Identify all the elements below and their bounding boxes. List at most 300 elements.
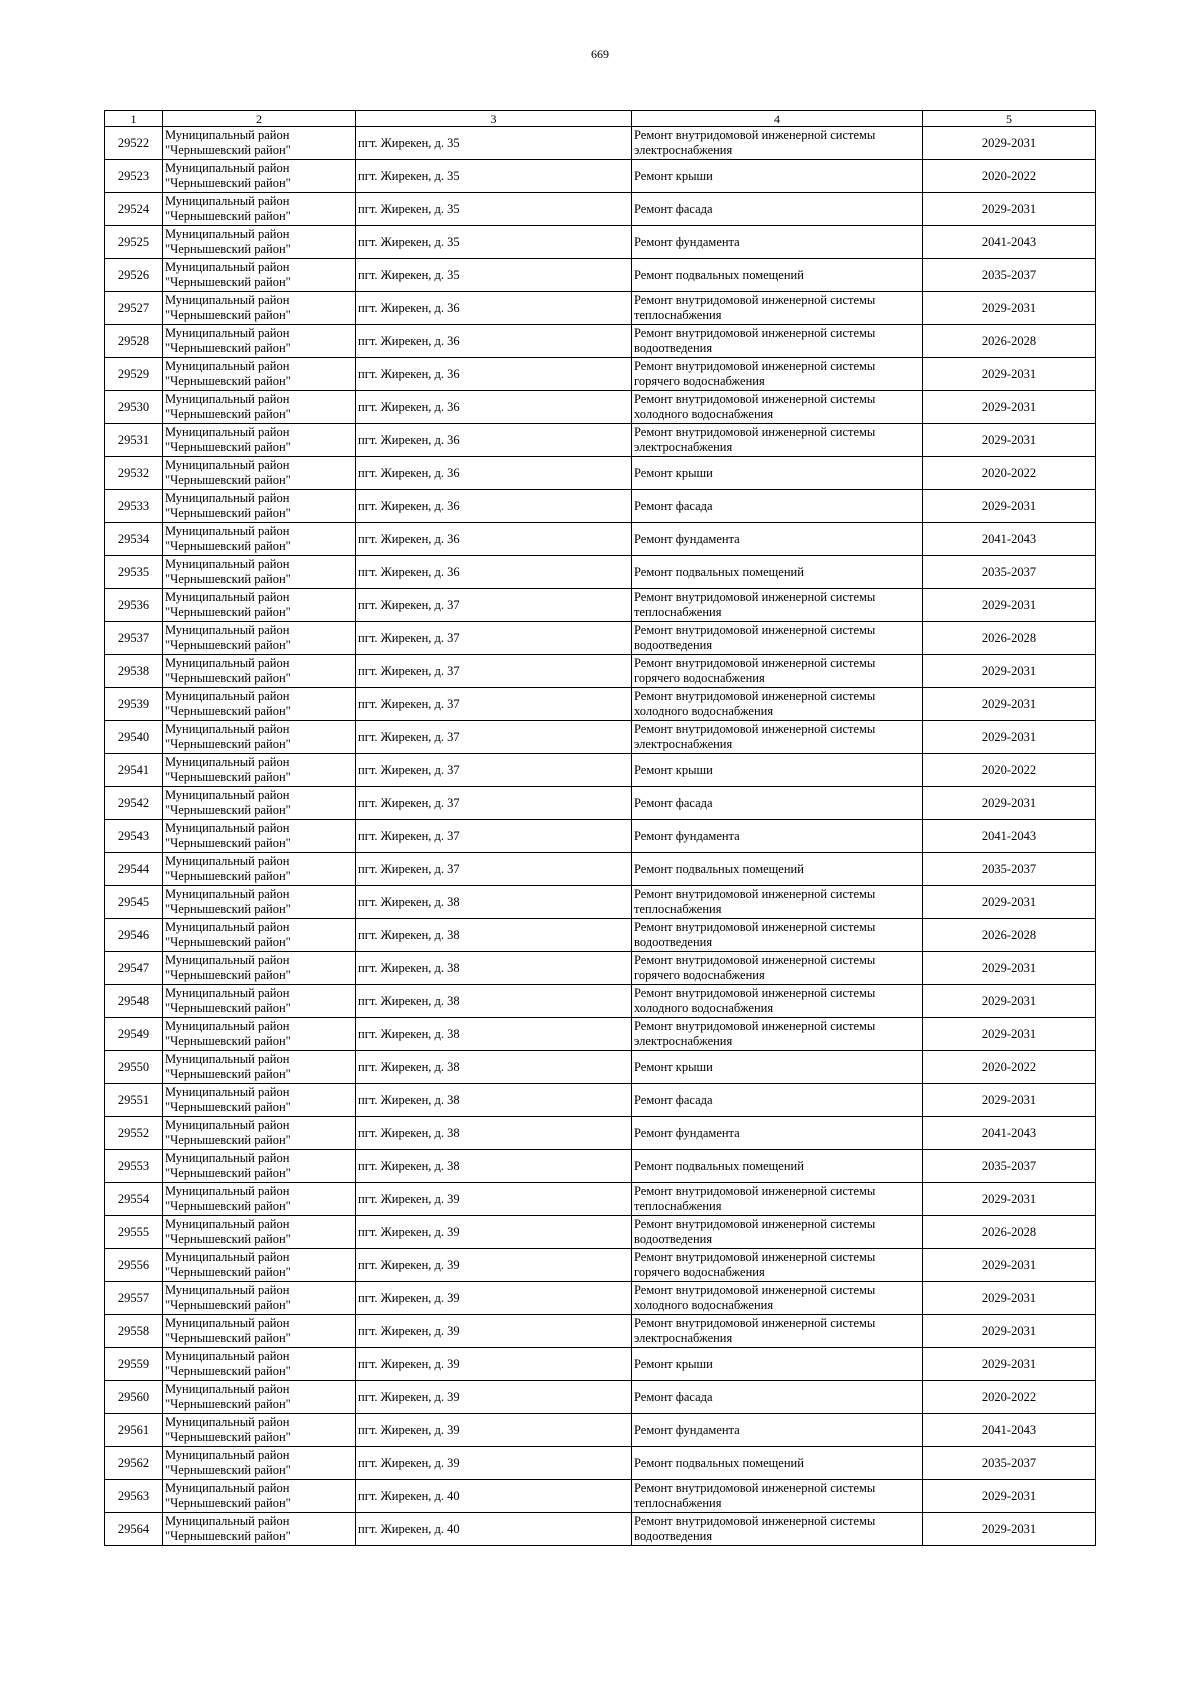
district-line: Муниципальный район (165, 491, 290, 505)
district-line: "Чернышевский район" (165, 1298, 291, 1312)
district-line: Муниципальный район (165, 128, 290, 142)
district-line: Муниципальный район (165, 458, 290, 472)
row-number-cell: 29560 (105, 1381, 163, 1414)
address-cell: пгт. Жирекен, д. 39 (356, 1249, 632, 1282)
district-line: "Чернышевский район" (165, 1100, 291, 1114)
work-type-line: Ремонт внутридомовой инженерной системы (634, 722, 876, 736)
district-cell (163, 1150, 356, 1183)
period-cell: 2029-2031 (923, 688, 1096, 721)
row-number-cell: 29542 (105, 787, 163, 820)
district-cell (163, 622, 356, 655)
district-line: "Чернышевский район" (165, 1463, 291, 1477)
work-type-line: электроснабжения (634, 143, 733, 157)
row-number-cell: 29522 (105, 127, 163, 160)
district-line: Муниципальный район (165, 590, 290, 604)
work-type-line: Ремонт фундамента (634, 234, 740, 249)
address-cell: пгт. Жирекен, д. 36 (356, 424, 632, 457)
work-type-cell (632, 1183, 923, 1216)
district-cell (163, 1414, 356, 1447)
district-line: "Чернышевский район" (165, 1133, 291, 1147)
district-cell (163, 424, 356, 457)
work-type-line: Ремонт крыши (634, 762, 713, 777)
work-type-cell (632, 424, 923, 457)
column-header: 1 (105, 111, 163, 127)
district-cell (163, 1018, 356, 1051)
table-row (105, 1150, 1096, 1183)
district-line: Муниципальный район (165, 920, 290, 934)
table-row (105, 985, 1096, 1018)
district-line: "Чернышевский район" (165, 407, 291, 421)
district-line: Муниципальный район (165, 1052, 290, 1066)
table-row (105, 226, 1096, 259)
address-cell: пгт. Жирекен, д. 38 (356, 886, 632, 919)
work-type-line: водоотведения (634, 341, 713, 355)
district-line: "Чернышевский район" (165, 242, 291, 256)
district-cell (163, 325, 356, 358)
district-line: Муниципальный район (165, 887, 290, 901)
district-cell (163, 787, 356, 820)
district-cell (163, 490, 356, 523)
row-number-cell: 29532 (105, 457, 163, 490)
address-cell: пгт. Жирекен, д. 38 (356, 952, 632, 985)
district-line: "Чернышевский район" (165, 209, 291, 223)
district-cell (163, 589, 356, 622)
row-number-cell: 29552 (105, 1117, 163, 1150)
row-number-cell: 29562 (105, 1447, 163, 1480)
address-cell: пгт. Жирекен, д. 38 (356, 919, 632, 952)
district-line: "Чернышевский район" (165, 1496, 291, 1510)
work-type-line: теплоснабжения (634, 605, 722, 619)
district-line: Муниципальный район (165, 1514, 290, 1528)
address-cell: пгт. Жирекен, д. 39 (356, 1183, 632, 1216)
district-cell (163, 226, 356, 259)
row-number-cell: 29548 (105, 985, 163, 1018)
work-type-cell (632, 1513, 923, 1546)
work-type-cell (632, 688, 923, 721)
work-type-line: Ремонт фундамента (634, 1125, 740, 1140)
district-line: Муниципальный район (165, 623, 290, 637)
address-cell: пгт. Жирекен, д. 37 (356, 688, 632, 721)
table-row (105, 1315, 1096, 1348)
row-number-cell: 29524 (105, 193, 163, 226)
work-type-cell (632, 325, 923, 358)
work-type-line: Ремонт фасада (634, 795, 713, 810)
work-type-line: Ремонт внутридомовой инженерной системы (634, 623, 876, 637)
district-cell (163, 1315, 356, 1348)
work-type-line: горячего водоснабжения (634, 374, 765, 388)
district-cell (163, 523, 356, 556)
district-line: "Чернышевский район" (165, 506, 291, 520)
district-line: Муниципальный район (165, 1316, 290, 1330)
row-number-cell: 29555 (105, 1216, 163, 1249)
work-type-line: горячего водоснабжения (634, 1265, 765, 1279)
work-type-line: Ремонт внутридомовой инженерной системы (634, 590, 876, 604)
column-number-header-row (105, 111, 1096, 127)
work-type-line: Ремонт внутридомовой инженерной системы (634, 293, 876, 307)
district-line: Муниципальный район (165, 326, 290, 340)
row-number-cell: 29551 (105, 1084, 163, 1117)
work-type-cell (632, 1315, 923, 1348)
work-type-cell (632, 1249, 923, 1282)
work-type-line: Ремонт внутридомовой инженерной системы (634, 689, 876, 703)
row-number-cell: 29534 (105, 523, 163, 556)
work-type-cell (632, 919, 923, 952)
district-line: Муниципальный район (165, 722, 290, 736)
district-cell (163, 1480, 356, 1513)
district-line: "Чернышевский район" (165, 869, 291, 883)
district-cell (163, 721, 356, 754)
district-line: Муниципальный район (165, 425, 290, 439)
work-type-line: Ремонт подвальных помещений (634, 1158, 804, 1173)
address-cell: пгт. Жирекен, д. 39 (356, 1315, 632, 1348)
address-cell: пгт. Жирекен, д. 35 (356, 127, 632, 160)
column-header: 3 (356, 111, 632, 127)
address-cell: пгт. Жирекен, д. 37 (356, 754, 632, 787)
period-cell: 2029-2031 (923, 1480, 1096, 1513)
row-number-cell: 29553 (105, 1150, 163, 1183)
district-cell (163, 1216, 356, 1249)
address-cell: пгт. Жирекен, д. 36 (356, 391, 632, 424)
work-type-line: Ремонт фундамента (634, 828, 740, 843)
work-type-line: электроснабжения (634, 440, 733, 454)
address-cell: пгт. Жирекен, д. 37 (356, 589, 632, 622)
district-line: Муниципальный район (165, 755, 290, 769)
address-cell: пгт. Жирекен, д. 39 (356, 1381, 632, 1414)
period-cell: 2029-2031 (923, 985, 1096, 1018)
district-line: "Чернышевский район" (165, 308, 291, 322)
row-number-cell: 29526 (105, 259, 163, 292)
repair-schedule-table (104, 110, 1096, 1546)
row-number-cell: 29558 (105, 1315, 163, 1348)
column-header: 2 (163, 111, 356, 127)
work-type-line: Ремонт фасада (634, 498, 713, 513)
table-row (105, 1480, 1096, 1513)
work-type-line: горячего водоснабжения (634, 671, 765, 685)
district-line: "Чернышевский район" (165, 968, 291, 982)
row-number-cell: 29564 (105, 1513, 163, 1546)
period-cell: 2026-2028 (923, 325, 1096, 358)
row-number-cell: 29539 (105, 688, 163, 721)
work-type-line: Ремонт внутридомовой инженерной системы (634, 920, 876, 934)
table-row (105, 820, 1096, 853)
work-type-line: Ремонт внутридомовой инженерной системы (634, 1250, 876, 1264)
row-number-cell: 29541 (105, 754, 163, 787)
district-line: Муниципальный район (165, 194, 290, 208)
address-cell: пгт. Жирекен, д. 37 (356, 655, 632, 688)
district-line: Муниципальный район (165, 1415, 290, 1429)
row-number-cell: 29544 (105, 853, 163, 886)
work-type-cell (632, 160, 923, 193)
period-cell: 2029-2031 (923, 1018, 1096, 1051)
period-cell: 2020-2022 (923, 1381, 1096, 1414)
row-number-cell: 29527 (105, 292, 163, 325)
table-row (105, 721, 1096, 754)
district-line: "Чернышевский район" (165, 1265, 291, 1279)
district-line: Муниципальный район (165, 689, 290, 703)
work-type-line: Ремонт внутридомовой инженерной системы (634, 425, 876, 439)
work-type-line: Ремонт внутридомовой инженерной системы (634, 128, 876, 142)
table-row (105, 1018, 1096, 1051)
work-type-cell (632, 589, 923, 622)
district-line: Муниципальный район (165, 1118, 290, 1132)
district-line: "Чернышевский район" (165, 1001, 291, 1015)
district-line: Муниципальный район (165, 788, 290, 802)
work-type-line: теплоснабжения (634, 902, 722, 916)
address-cell: пгт. Жирекен, д. 39 (356, 1282, 632, 1315)
row-number-cell: 29537 (105, 622, 163, 655)
period-cell: 2029-2031 (923, 1282, 1096, 1315)
work-type-cell (632, 820, 923, 853)
address-cell: пгт. Жирекен, д. 36 (356, 523, 632, 556)
row-number-cell: 29563 (105, 1480, 163, 1513)
period-cell: 2029-2031 (923, 1183, 1096, 1216)
work-type-line: Ремонт внутридомовой инженерной системы (634, 656, 876, 670)
table-row (105, 1183, 1096, 1216)
row-number-cell: 29530 (105, 391, 163, 424)
district-line: "Чернышевский район" (165, 1232, 291, 1246)
table-row (105, 688, 1096, 721)
work-type-line: водоотведения (634, 935, 713, 949)
district-line: "Чернышевский район" (165, 1166, 291, 1180)
table-body (105, 127, 1096, 1546)
period-cell: 2041-2043 (923, 1117, 1096, 1150)
work-type-cell (632, 226, 923, 259)
table-row (105, 1249, 1096, 1282)
district-line: Муниципальный район (165, 293, 290, 307)
period-cell: 2029-2031 (923, 358, 1096, 391)
district-line: "Чернышевский район" (165, 275, 291, 289)
period-cell: 2020-2022 (923, 160, 1096, 193)
row-number-cell: 29523 (105, 160, 163, 193)
work-type-cell (632, 853, 923, 886)
work-type-line: горячего водоснабжения (634, 968, 765, 982)
work-type-cell (632, 556, 923, 589)
work-type-line: водоотведения (634, 1232, 713, 1246)
district-line: Муниципальный район (165, 986, 290, 1000)
period-cell: 2029-2031 (923, 1249, 1096, 1282)
address-cell: пгт. Жирекен, д. 35 (356, 226, 632, 259)
address-cell: пгт. Жирекен, д. 38 (356, 985, 632, 1018)
table-row (105, 160, 1096, 193)
district-cell (163, 952, 356, 985)
period-cell: 2029-2031 (923, 391, 1096, 424)
row-number-cell: 29535 (105, 556, 163, 589)
district-line: Муниципальный район (165, 1283, 290, 1297)
work-type-cell (632, 1282, 923, 1315)
district-line: "Чернышевский район" (165, 704, 291, 718)
period-cell: 2029-2031 (923, 292, 1096, 325)
period-cell: 2029-2031 (923, 1348, 1096, 1381)
district-line: "Чернышевский район" (165, 1364, 291, 1378)
district-cell (163, 1447, 356, 1480)
district-line: "Чернышевский район" (165, 539, 291, 553)
work-type-line: холодного водоснабжения (634, 704, 774, 718)
district-line: "Чернышевский район" (165, 572, 291, 586)
work-type-cell (632, 1381, 923, 1414)
work-type-line: Ремонт внутридомовой инженерной системы (634, 359, 876, 373)
period-cell: 2029-2031 (923, 490, 1096, 523)
district-cell (163, 391, 356, 424)
table-row (105, 1381, 1096, 1414)
work-type-line: теплоснабжения (634, 1199, 722, 1213)
row-number-cell: 29538 (105, 655, 163, 688)
work-type-cell (632, 457, 923, 490)
address-cell: пгт. Жирекен, д. 38 (356, 1051, 632, 1084)
row-number-cell: 29547 (105, 952, 163, 985)
period-cell: 2026-2028 (923, 919, 1096, 952)
period-cell: 2035-2037 (923, 1447, 1096, 1480)
district-line: "Чернышевский район" (165, 770, 291, 784)
district-line: Муниципальный район (165, 1448, 290, 1462)
row-number-cell: 29525 (105, 226, 163, 259)
work-type-cell (632, 1051, 923, 1084)
district-cell (163, 259, 356, 292)
work-type-line: водоотведения (634, 638, 713, 652)
district-line: "Чернышевский район" (165, 341, 291, 355)
period-cell: 2020-2022 (923, 457, 1096, 490)
district-line: "Чернышевский район" (165, 1034, 291, 1048)
table-row (105, 292, 1096, 325)
address-cell: пгт. Жирекен, д. 37 (356, 622, 632, 655)
district-line: "Чернышевский район" (165, 440, 291, 454)
table-row (105, 1348, 1096, 1381)
work-type-line: Ремонт внутридомовой инженерной системы (634, 1283, 876, 1297)
address-cell: пгт. Жирекен, д. 35 (356, 193, 632, 226)
period-cell: 2035-2037 (923, 853, 1096, 886)
work-type-line: Ремонт подвальных помещений (634, 1455, 804, 1470)
table-row (105, 589, 1096, 622)
row-number-cell: 29561 (105, 1414, 163, 1447)
period-cell: 2035-2037 (923, 1150, 1096, 1183)
page-number: 669 (591, 47, 609, 61)
address-cell: пгт. Жирекен, д. 36 (356, 490, 632, 523)
period-cell: 2029-2031 (923, 1513, 1096, 1546)
district-line: "Чернышевский район" (165, 803, 291, 817)
district-cell (163, 853, 356, 886)
work-type-cell (632, 1150, 923, 1183)
address-cell: пгт. Жирекен, д. 40 (356, 1480, 632, 1513)
work-type-cell (632, 1480, 923, 1513)
table-row (105, 754, 1096, 787)
work-type-line: холодного водоснабжения (634, 1298, 774, 1312)
district-line: Муниципальный район (165, 524, 290, 538)
period-cell: 2029-2031 (923, 1084, 1096, 1117)
work-type-line: Ремонт внутридомовой инженерной системы (634, 986, 876, 1000)
district-cell (163, 1513, 356, 1546)
district-cell (163, 1249, 356, 1282)
table-row (105, 457, 1096, 490)
table-row (105, 1282, 1096, 1315)
district-cell (163, 457, 356, 490)
work-type-line: Ремонт внутридомовой инженерной системы (634, 1217, 876, 1231)
work-type-line: электроснабжения (634, 737, 733, 751)
district-line: Муниципальный район (165, 1382, 290, 1396)
address-cell: пгт. Жирекен, д. 38 (356, 1150, 632, 1183)
work-type-line: Ремонт внутридомовой инженерной системы (634, 887, 876, 901)
work-type-line: Ремонт внутридомовой инженерной системы (634, 1184, 876, 1198)
work-type-line: Ремонт внутридомовой инженерной системы (634, 1019, 876, 1033)
work-type-cell (632, 490, 923, 523)
district-line: "Чернышевский район" (165, 638, 291, 652)
row-number-cell: 29533 (105, 490, 163, 523)
work-type-cell (632, 1084, 923, 1117)
district-cell (163, 358, 356, 391)
work-type-line: холодного водоснабжения (634, 407, 774, 421)
row-number-cell: 29531 (105, 424, 163, 457)
table-row (105, 1117, 1096, 1150)
row-number-cell: 29545 (105, 886, 163, 919)
period-cell: 2026-2028 (923, 1216, 1096, 1249)
district-line: Муниципальный район (165, 1349, 290, 1363)
district-line: "Чернышевский район" (165, 935, 291, 949)
work-type-cell (632, 523, 923, 556)
work-type-cell (632, 259, 923, 292)
period-cell: 2041-2043 (923, 523, 1096, 556)
work-type-cell (632, 358, 923, 391)
address-cell: пгт. Жирекен, д. 39 (356, 1216, 632, 1249)
row-number-cell: 29549 (105, 1018, 163, 1051)
row-number-cell: 29536 (105, 589, 163, 622)
district-line: "Чернышевский район" (165, 605, 291, 619)
work-type-cell (632, 1348, 923, 1381)
work-type-line: Ремонт подвальных помещений (634, 267, 804, 282)
row-number-cell: 29550 (105, 1051, 163, 1084)
period-cell: 2029-2031 (923, 193, 1096, 226)
address-cell: пгт. Жирекен, д. 35 (356, 259, 632, 292)
work-type-line: Ремонт подвальных помещений (634, 861, 804, 876)
district-line: Муниципальный район (165, 1217, 290, 1231)
period-cell: 2035-2037 (923, 259, 1096, 292)
work-type-line: Ремонт фундамента (634, 1422, 740, 1437)
work-type-cell (632, 754, 923, 787)
address-cell: пгт. Жирекен, д. 38 (356, 1084, 632, 1117)
district-line: Муниципальный район (165, 821, 290, 835)
table-row (105, 259, 1096, 292)
column-header: 5 (923, 111, 1096, 127)
district-cell (163, 688, 356, 721)
table-row (105, 358, 1096, 391)
district-line: "Чернышевский район" (165, 902, 291, 916)
address-cell: пгт. Жирекен, д. 35 (356, 160, 632, 193)
work-type-cell (632, 655, 923, 688)
district-line: Муниципальный район (165, 854, 290, 868)
table-row (105, 127, 1096, 160)
district-cell (163, 193, 356, 226)
address-cell: пгт. Жирекен, д. 37 (356, 721, 632, 754)
district-line: "Чернышевский район" (165, 1529, 291, 1543)
district-line: "Чернышевский район" (165, 1067, 291, 1081)
district-line: Муниципальный район (165, 1481, 290, 1495)
district-line: "Чернышевский район" (165, 1199, 291, 1213)
address-cell: пгт. Жирекен, д. 39 (356, 1414, 632, 1447)
work-type-line: Ремонт внутридомовой инженерной системы (634, 1481, 876, 1495)
work-type-cell (632, 622, 923, 655)
table-row (105, 556, 1096, 589)
table-row (105, 655, 1096, 688)
address-cell: пгт. Жирекен, д. 37 (356, 820, 632, 853)
district-cell (163, 985, 356, 1018)
district-cell (163, 655, 356, 688)
table-row (105, 1216, 1096, 1249)
row-number-cell: 29543 (105, 820, 163, 853)
district-cell (163, 1282, 356, 1315)
column-header: 4 (632, 111, 923, 127)
table-row (105, 193, 1096, 226)
address-cell: пгт. Жирекен, д. 38 (356, 1117, 632, 1150)
address-cell: пгт. Жирекен, д. 37 (356, 787, 632, 820)
district-line: "Чернышевский район" (165, 1430, 291, 1444)
work-type-line: Ремонт крыши (634, 168, 713, 183)
